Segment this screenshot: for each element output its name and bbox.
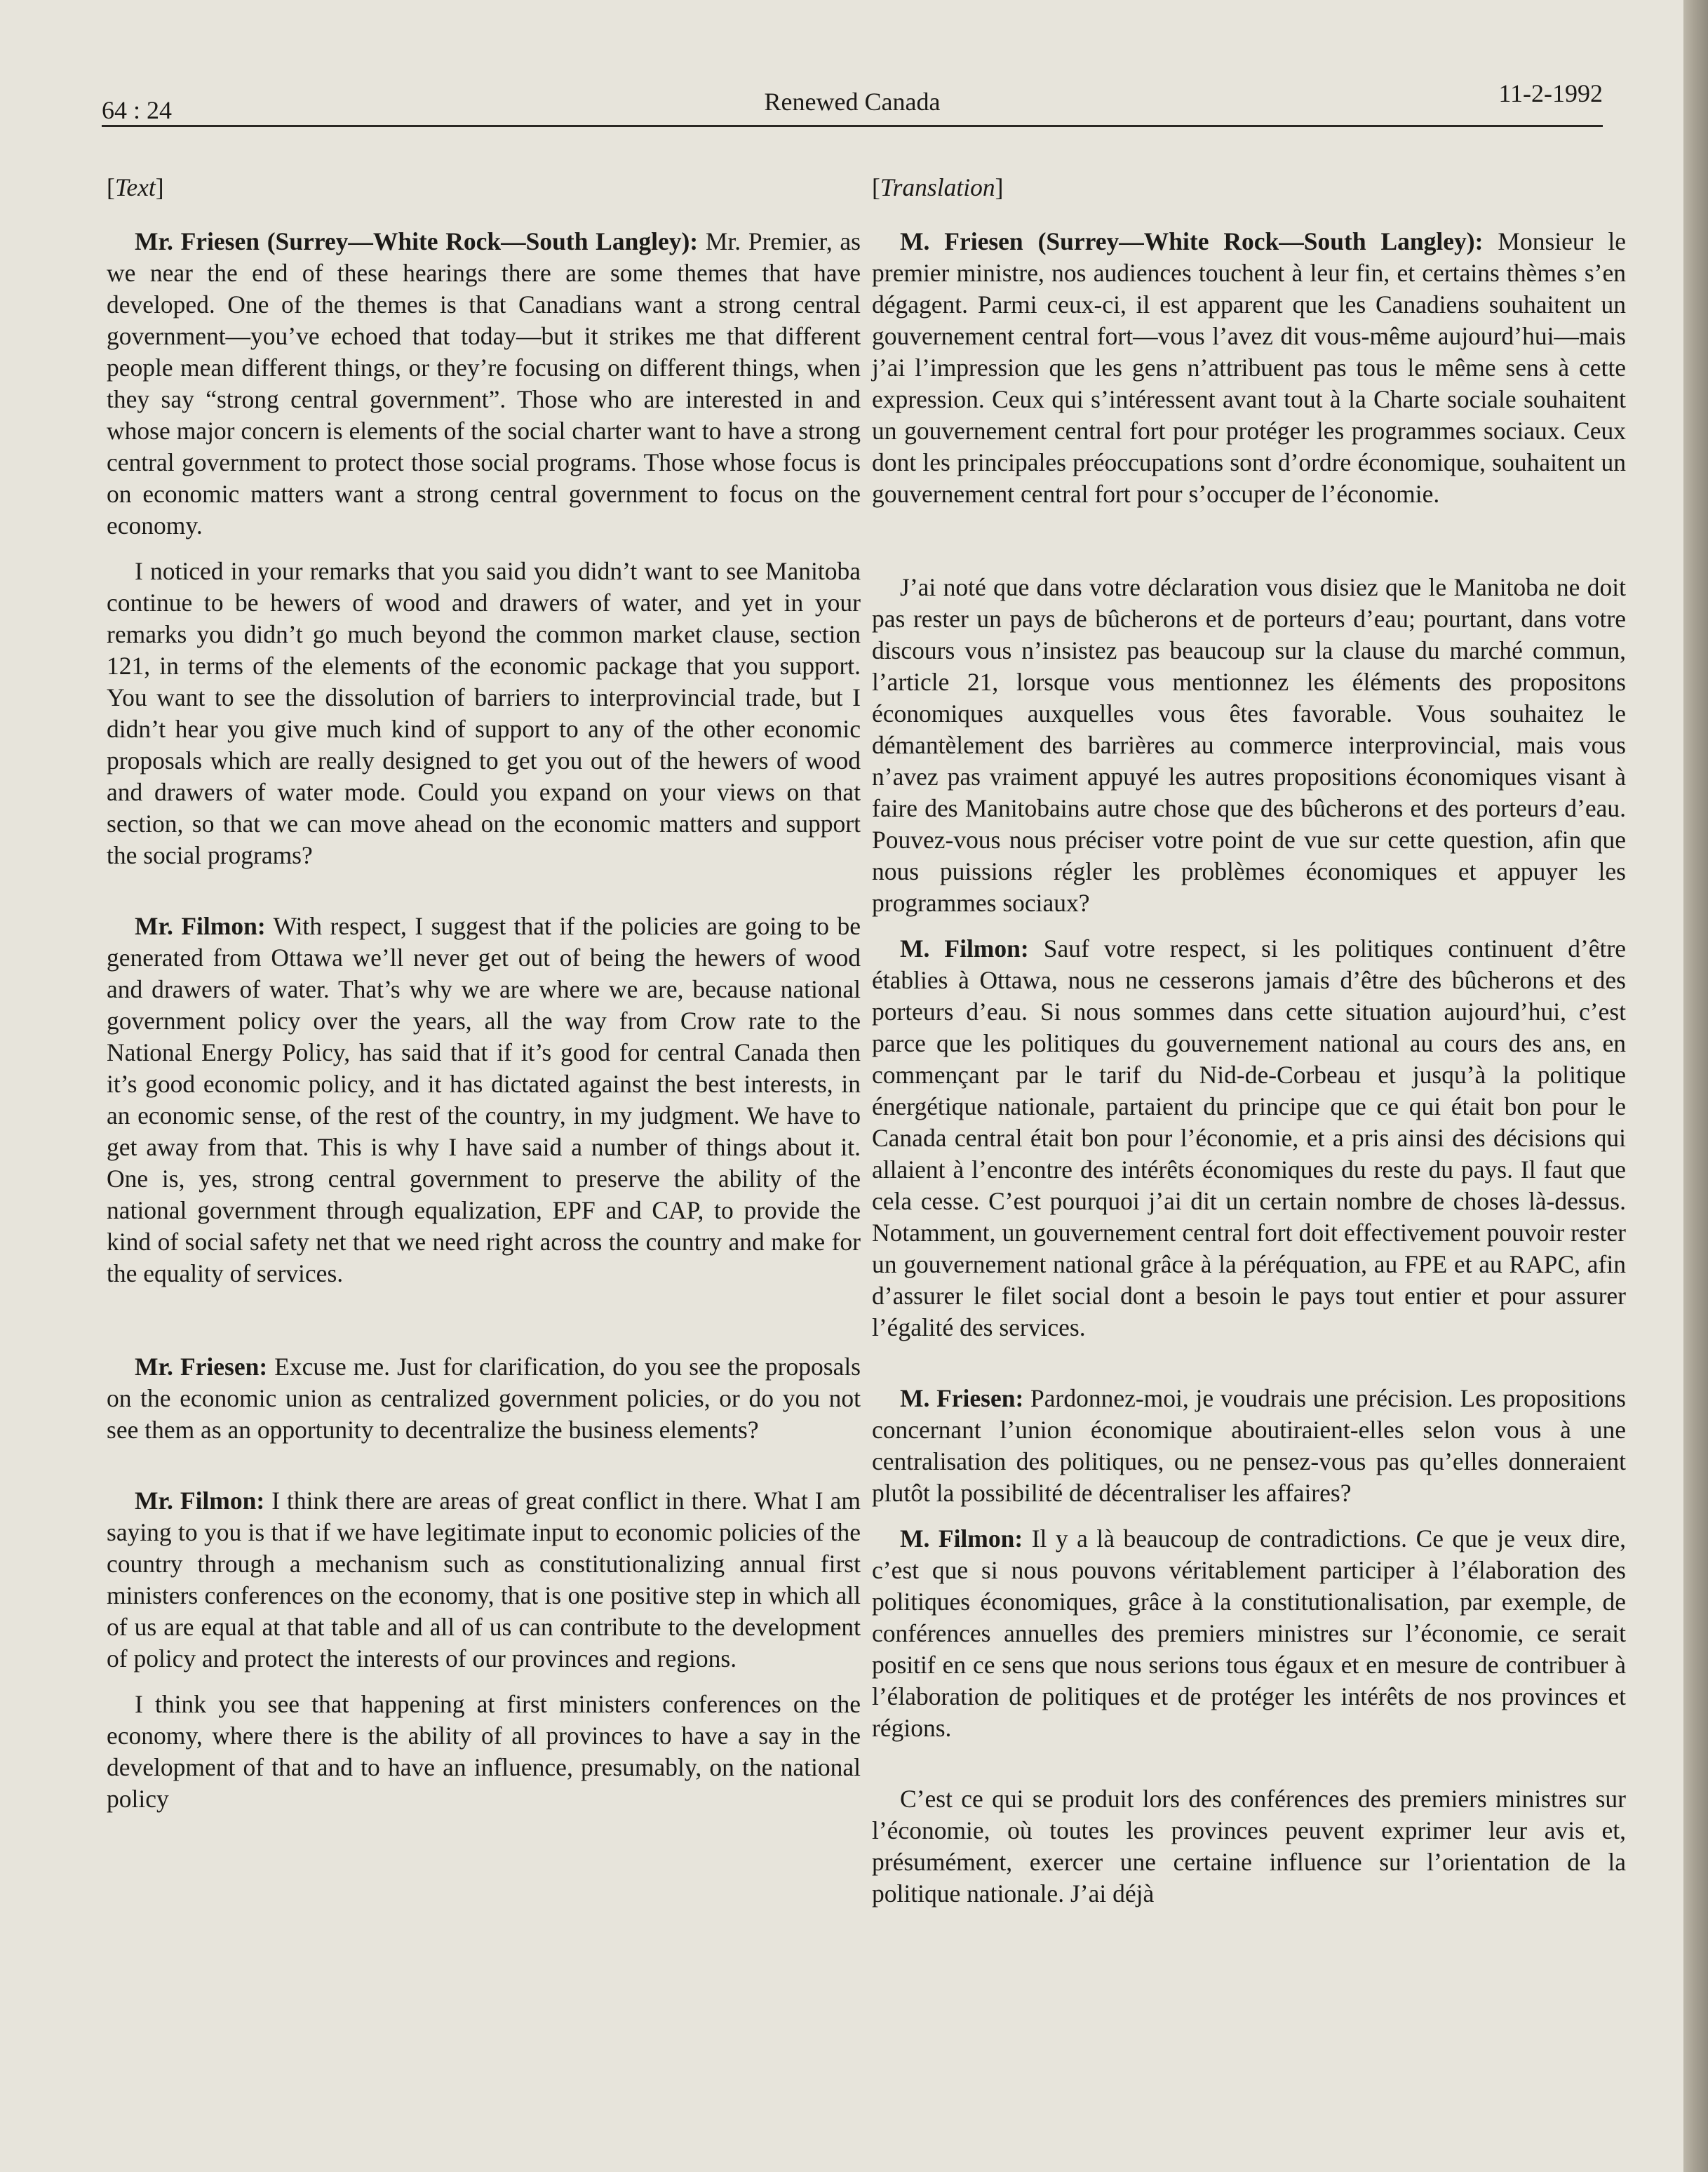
running-title: Renewed Canada xyxy=(764,88,941,116)
paragraph-text: I noticed in your remarks that you said you didn’t want to see Manitoba continue to be hewers of wood and drawers of water, and yet in your remarks you didn’t go much beyond the common market clause, section 121, in terms of the elements of the economic package that you support. You want to see the dissolution of barriers to interprovincial trade, but I didn’t hear you give much kind of support to any of the other economic proposals which are really designed to get you out of the hewers of wood and drawers of water mode. Could you expand on your views on that section, so that we can move ahead on the economic matters and support the social programs? xyxy=(107,557,861,869)
paragraph xyxy=(872,933,1626,1343)
column-label: [Text] xyxy=(107,173,164,201)
paragraph-text: Il y a là beaucoup de contradictions. Ce que je veux dire, c’est que si nous pouvons véritablement participer à l’élaboration des politiques économiques, grâce à la constitutionalisation, par exemple, de conférences annuelles des premiers ministres sur l’économie, ce serait positif en ce sens que nous serions tous égaux et en mesure de contribuer à l’élaboration de politiques et de protéger les intérêts de nos provinces et régions. xyxy=(872,1524,1626,1742)
paragraph xyxy=(872,226,1626,510)
paragraph xyxy=(107,1689,861,1815)
paragraph-text: With respect, I suggest that if the policies are going to be generated from Ottawa we’ll never get out of being the hewers of wood and drawers of water. That’s why we are where we are, because national government policy over the years, all the way from Crow rate to the National Energy Policy, has said that if it’s good for central Canada then it’s good economic policy, and it has dictated against the best interests, in an economic sense, of the rest of the country, in my judgment. We have to get away from that. This is why I have said a number of things about it. One is, yes, strong central government to preserve the ability of the national government through equalization, EPF and CAP, to provide the kind of social safety net that we need right across the country and make for the equality of services. xyxy=(107,912,861,1287)
paragraph xyxy=(872,1783,1626,1910)
speaker-name: Mr. Filmon: xyxy=(135,912,266,940)
page-number: 64 : 24 xyxy=(102,96,173,124)
paragraph-text: Monsieur le premier ministre, nos audiences touchent à leur fin, et certains thèmes s’en dégagent. Parmi ceux-ci, il est apparent que les Canadiens souhaitent un gouvernement central fort—vous l’avez dit vous-même aujourd’hui—mais j’ai l’impression que les gens n’attribuent pas tous le même sens à cette expression. Ceux qui s’intéressent avant tout à la Charte sociale souhaitent un gouvernement central fort pour protéger les programmes sociaux. Ceux dont les principales préoccupations sont d’ordre économique, souhaitent un gouvernement central fort pour s’occuper de l’économie. xyxy=(872,227,1626,508)
paragraph xyxy=(872,572,1626,919)
speaker-name: Mr. Friesen (Surrey—White Rock—South Langley): xyxy=(135,227,699,255)
paragraph xyxy=(872,1383,1626,1509)
paragraph xyxy=(107,1351,861,1446)
paragraph-text: Excuse me. Just for clarification, do you see the proposals on the economic union as centralized government policies, or do you not see them as an opportunity to decentralize the business elements? xyxy=(107,1353,861,1444)
speaker-name: M. Friesen: xyxy=(900,1384,1024,1412)
speaker-name: M. Filmon: xyxy=(900,934,1029,963)
paragraph xyxy=(107,1485,861,1675)
page-header xyxy=(102,79,1603,123)
speaker-name: Mr. Filmon: xyxy=(135,1487,265,1515)
header-date: 11-2-1992 xyxy=(1498,79,1603,107)
speaker-name: M. Friesen (Surrey—White Rock—South Langley): xyxy=(900,227,1484,255)
paragraph-text: J’ai noté que dans votre déclaration vous disiez que le Manitoba ne doit pas rester un pays de bûcherons et de porteurs d’eau; pourtant, dans votre discours vous n’insistez pas beaucoup sur la clause du marché commun, l’article 21, lorsque vous mentionnez les éléments des propositons économiques auxquelles vous êtes favorable. Vous souhaitez le démantèlement des barrières au commerce interprovincial, mais vous n’avez pas vraiment appuyé les autres propositions économiques visant à faire des Manitobains autre chose que des bûcherons et des porteurs d’eau. Pouvez-vous nous préciser votre point de vue sur cette question, afin que nous puissions régler les problèmes économiques et appuyer les programmes sociaux? xyxy=(872,573,1626,917)
paragraph-text: I think there are areas of great conflict in there. What I am saying to you is that if we have legitimate input to economic policies of the country through a mechanism such as constitutionalizing annual first ministers conferences on the economy, that is one positive step in which all of us are equal at that table and all of us can contribute to the development of policy and protect the interests of our provinces and regions. xyxy=(107,1487,861,1672)
column-label: [Translation] xyxy=(872,173,1004,201)
speaker-name: M. Filmon: xyxy=(900,1524,1023,1553)
paragraph-text: I think you see that happening at first ministers conferences on the economy, where there is the ability of all provinces to have a say in the development of that and to have an influence, presumably, on the national policy xyxy=(107,1690,861,1813)
speaker-name: Mr. Friesen: xyxy=(135,1353,268,1381)
page-binding-edge xyxy=(1683,0,1708,2172)
french-column xyxy=(872,172,1626,1910)
paragraph-text: Mr. Premier, as we near the end of these hearings there are some themes that have developed. One of the themes is that Canadians want a strong central government—you’ve echoed that today—but it strikes me that different people mean different things, or they’re focusing on different things, when they say “strong central government”. Those who are interested in and whose major concern is elements of the social charter want to have a strong central government to protect those social programs. Those whose focus is on economic matters want a strong central government to focus on the economy. xyxy=(107,227,861,539)
paragraph-text: Sauf votre respect, si les politiques continuent d’être établies à Ottawa, nous ne cesserons jamais d’être des bûcherons et des porteurs d’eau. Si nous sommes dans cette situation aujourd’hui, c’est parce que les politiques du gouvernement national au cours des ans, en commençant par le tarif du Nid-de-Corbeau et jusqu’à la politique énergétique nationale, partaient du principe que ce qui était bon pour le Canada central était bon pour l’économie, et a pris ainsi des décisions qui allaient à l’encontre des intérêts économiques du reste du pays. Il faut que cela cesse. C’est pourquoi j’ai dit un certain nombre de choses là-dessus. Notamment, un gouvernement central fort doit effectivement pouvoir rester un gouvernement national grâce à la péréquation, au FPE et au RAPC, afin d’assurer le filet social dont a besoin le pays tout entier et pour assurer l’égalité des services. xyxy=(872,934,1626,1341)
header-rule xyxy=(102,125,1603,127)
english-column xyxy=(107,172,861,1815)
paragraph-text: Pardonnez-moi, je voudrais une précision. Les propositions concernant l’union économique aboutiraient-elles selon vous à une centralisation des politiques, ou ne pensez-vous pas qu’elles donneraient plutôt la possibilité de décentraliser les affaires? xyxy=(872,1384,1626,1507)
paragraph xyxy=(107,556,861,871)
paragraph xyxy=(107,226,861,542)
paragraph xyxy=(872,1523,1626,1744)
paragraph-text: C’est ce qui se produit lors des conférences des premiers ministres sur l’économie, où toutes les provinces peuvent exprimer leur avis et, présumément, exercer une certaine influence sur l’orientation de la politique nationale. J’ai déjà xyxy=(872,1785,1626,1908)
paragraph xyxy=(107,911,861,1289)
